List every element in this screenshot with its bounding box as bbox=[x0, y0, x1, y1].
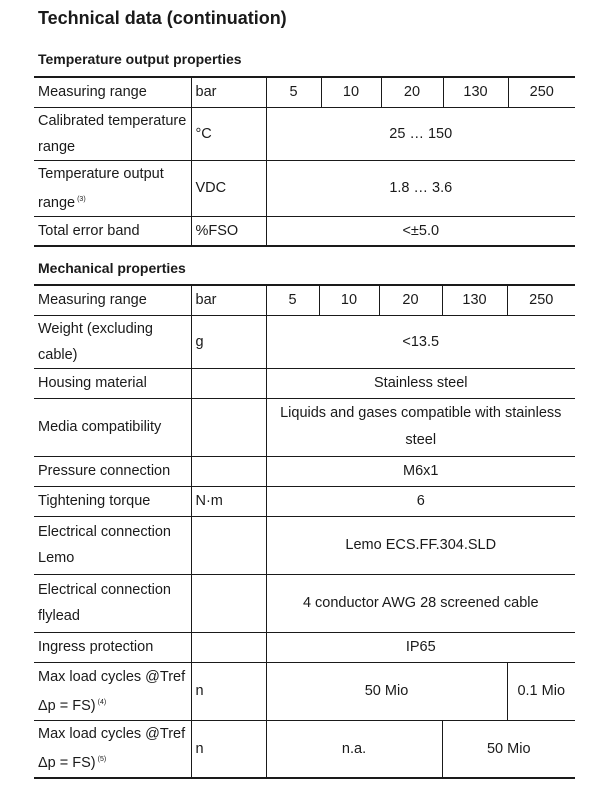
value-cell: 4 conductor AWG 28 screened cable bbox=[266, 574, 575, 632]
param-label: Temperature output range bbox=[38, 165, 164, 211]
mechanical-section-heading: Mechanical properties bbox=[38, 260, 186, 276]
param-label: Measuring range bbox=[38, 84, 147, 101]
table-row bbox=[34, 285, 575, 315]
value-cell: <13.5 bbox=[266, 315, 575, 368]
value-cell: 1.8 … 3.6 bbox=[266, 160, 575, 216]
value-cell: Stainless steel bbox=[266, 368, 575, 398]
param-label: Total error band bbox=[38, 222, 140, 239]
unit-cell: °C bbox=[191, 107, 266, 160]
value-cell: <±5.0 bbox=[266, 216, 575, 246]
unit-cell bbox=[191, 368, 266, 398]
range-value: 130 bbox=[443, 77, 508, 107]
param-label: Max load cycles @Tref Δp = FS) bbox=[38, 726, 186, 772]
table-row bbox=[34, 632, 575, 662]
unit-cell bbox=[191, 456, 266, 486]
table-row bbox=[34, 315, 575, 368]
value-cell: 0.1 Mio bbox=[507, 662, 575, 720]
value-cell: 50 Mio bbox=[442, 720, 575, 778]
param-label: Weight (excluding cable) bbox=[38, 320, 153, 363]
unit-cell: bar bbox=[191, 77, 266, 107]
param-label: Calibrated temperature range bbox=[38, 112, 187, 155]
unit-cell bbox=[191, 632, 266, 662]
table-row bbox=[34, 398, 575, 456]
range-value: 250 bbox=[508, 77, 575, 107]
unit-cell bbox=[191, 574, 266, 632]
value-cell: Lemo ECS.FF.304.SLD bbox=[266, 516, 575, 574]
unit-cell: N·m bbox=[191, 486, 266, 516]
table-row bbox=[34, 720, 575, 778]
param-label-cell bbox=[34, 662, 191, 720]
table-row bbox=[34, 160, 575, 216]
param-label: Electrical connection flylead bbox=[38, 582, 171, 624]
table-row bbox=[34, 486, 575, 516]
value-cell: IP65 bbox=[266, 632, 575, 662]
footnote-ref: (3) bbox=[77, 195, 86, 203]
table-row bbox=[34, 574, 575, 632]
unit-cell: n bbox=[191, 662, 266, 720]
range-value: 5 bbox=[266, 285, 319, 315]
value-cell: M6x1 bbox=[266, 456, 575, 486]
table-row bbox=[34, 516, 575, 574]
param-label: Housing material bbox=[38, 375, 147, 391]
table-row bbox=[34, 77, 575, 107]
value-cell: 6 bbox=[266, 486, 575, 516]
range-value: 10 bbox=[319, 285, 379, 315]
unit-cell: bar bbox=[191, 285, 266, 315]
range-value: 5 bbox=[266, 77, 321, 107]
page-title: Technical data (continuation) bbox=[38, 8, 287, 28]
mechanical-table bbox=[34, 284, 575, 779]
param-label: Measuring range bbox=[38, 292, 147, 309]
footnote-ref: (5) bbox=[97, 756, 107, 764]
value-cell: 50 Mio bbox=[266, 662, 507, 720]
value-cell: 25 … 150 bbox=[266, 107, 575, 160]
value-cell: Liquids and gases compatible with stainless steel bbox=[266, 398, 575, 456]
range-value: 250 bbox=[507, 285, 575, 315]
table-row bbox=[34, 662, 575, 720]
range-value: 20 bbox=[381, 77, 443, 107]
table-row bbox=[34, 216, 575, 246]
unit-cell: VDC bbox=[191, 160, 266, 216]
unit-cell: g bbox=[191, 315, 266, 368]
value-cell: n.a. bbox=[266, 720, 442, 778]
unit-cell: n bbox=[191, 720, 266, 778]
table-row bbox=[34, 456, 575, 486]
param-label: Max load cycles @Tref Δp = FS) bbox=[38, 668, 186, 714]
param-label: Tightening torque bbox=[38, 493, 151, 509]
param-label: Electrical connection Lemo bbox=[38, 524, 171, 566]
param-label: Media compatibility bbox=[38, 419, 162, 435]
param-label: Ingress protection bbox=[38, 639, 154, 655]
footnote-ref: (4) bbox=[97, 698, 107, 706]
table-row bbox=[34, 107, 575, 160]
range-value: 130 bbox=[442, 285, 507, 315]
range-value: 20 bbox=[379, 285, 442, 315]
temperature-section-heading: Temperature output properties bbox=[38, 51, 242, 67]
temperature-table bbox=[34, 76, 575, 247]
unit-cell bbox=[191, 516, 266, 574]
unit-cell: %FSO bbox=[191, 216, 266, 246]
unit-cell bbox=[191, 398, 266, 456]
range-value: 10 bbox=[321, 77, 381, 107]
param-label-cell bbox=[34, 160, 191, 216]
param-label-cell bbox=[34, 720, 191, 778]
table-row bbox=[34, 368, 575, 398]
param-label: Pressure connection bbox=[38, 463, 171, 479]
